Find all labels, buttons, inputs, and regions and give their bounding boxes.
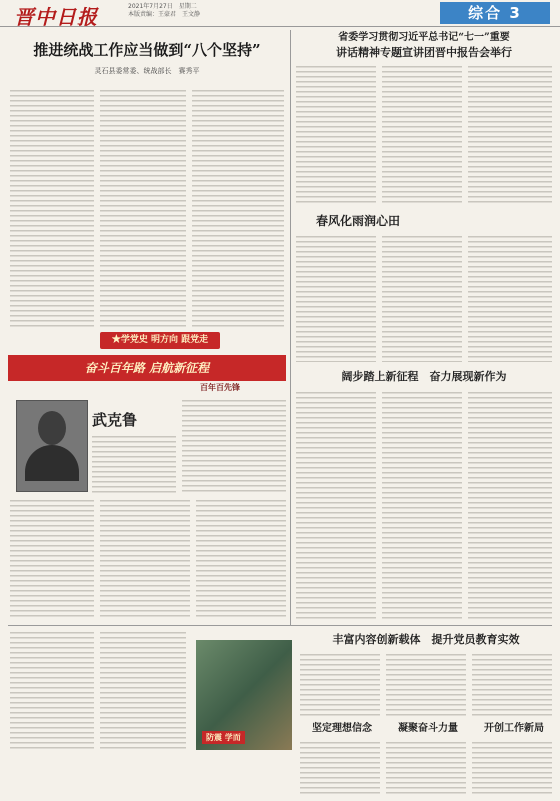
right-top-column-1	[296, 66, 376, 206]
right-mid-header	[296, 210, 476, 232]
bottom-mid-header	[300, 630, 552, 650]
right-mid2-column-1	[296, 392, 376, 620]
bottom-left-column-1	[10, 632, 94, 750]
page-section-label: 综合 3	[440, 2, 550, 24]
main-article-byline: 灵石县委常委、统战部长 赛秀平	[94, 67, 200, 75]
right-top-header	[296, 30, 552, 62]
bottom-c-text	[472, 742, 552, 794]
profile-text-column-2	[10, 500, 94, 620]
bottom-b-headline: 凝聚奋斗力量	[398, 723, 458, 734]
portrait-head	[38, 411, 66, 445]
profile-header	[92, 408, 182, 432]
horizontal-divider	[8, 625, 552, 626]
main-article-header	[8, 34, 286, 86]
bottom-c-header	[472, 720, 556, 738]
bottom-mid-headline: 丰富内容创新载体 提升党员教育实效	[332, 633, 520, 646]
right-mid2-column-2	[382, 392, 462, 620]
issue-meta	[128, 3, 318, 19]
right-top-column-3	[468, 66, 552, 206]
issue-date: 2021年7月27日 星期二	[128, 3, 197, 10]
bottom-mid-column-1	[300, 654, 380, 716]
section-subtitle	[160, 382, 280, 394]
profile-text-column-4	[196, 500, 286, 620]
column-divider	[290, 30, 291, 625]
right-top-kicker: 省委学习贯彻习近平总书记“七一”重要	[338, 32, 510, 43]
right-top-headline: 讲话精神专题宣讲团晋中报告会举行	[336, 46, 512, 59]
slogan-banner: ★学党史 明方向 跟党走	[100, 332, 220, 349]
bottom-b-text	[386, 742, 466, 794]
profile-intro-text	[92, 436, 176, 494]
bottom-c-headline: 开创工作新局	[484, 723, 544, 734]
section-banner	[8, 355, 286, 381]
main-article-headline: 推进统战工作应当做到“八个坚持”	[33, 41, 261, 59]
right-mid2-headline: 阔步踏上新征程 奋力展现新作为	[341, 370, 507, 383]
right-mid-column-1	[296, 236, 376, 362]
profile-text-column	[182, 400, 286, 494]
bottom-a-text	[300, 742, 380, 794]
right-mid-column-2	[382, 236, 462, 362]
profile-name: 武克鲁	[92, 411, 138, 429]
main-article-column-2	[100, 90, 186, 328]
right-mid2-header	[296, 366, 552, 388]
bottom-left-column-2	[100, 632, 186, 750]
bottom-mid-column-2	[386, 654, 466, 716]
right-mid-column-3	[468, 236, 552, 362]
newspaper-logo: 晋中日报	[14, 5, 98, 27]
news-photo-tag: 防震 学而	[202, 731, 245, 744]
right-mid2-column-3	[468, 392, 552, 620]
portrait-photo	[16, 400, 88, 492]
portrait-shoulders	[25, 445, 79, 481]
bottom-a-headline: 坚定理想信念	[312, 723, 372, 734]
issue-editors: 本版责编：王豪君 王文静	[128, 11, 201, 18]
right-top-column-2	[382, 66, 462, 206]
profile-text-column-3	[100, 500, 190, 620]
main-article-column-1	[10, 90, 94, 328]
news-photo	[196, 640, 292, 750]
section-banner-title: 奋斗百年路 启航新征程	[84, 361, 210, 375]
section-subtitle-text: 百年百先锋	[200, 383, 240, 392]
right-mid-headline: 春风化雨润心田	[316, 214, 401, 228]
bottom-a-header	[300, 720, 384, 738]
main-article-column-3	[192, 90, 284, 328]
bottom-mid-column-3	[472, 654, 552, 716]
bottom-b-header	[386, 720, 470, 738]
masthead	[0, 0, 560, 27]
